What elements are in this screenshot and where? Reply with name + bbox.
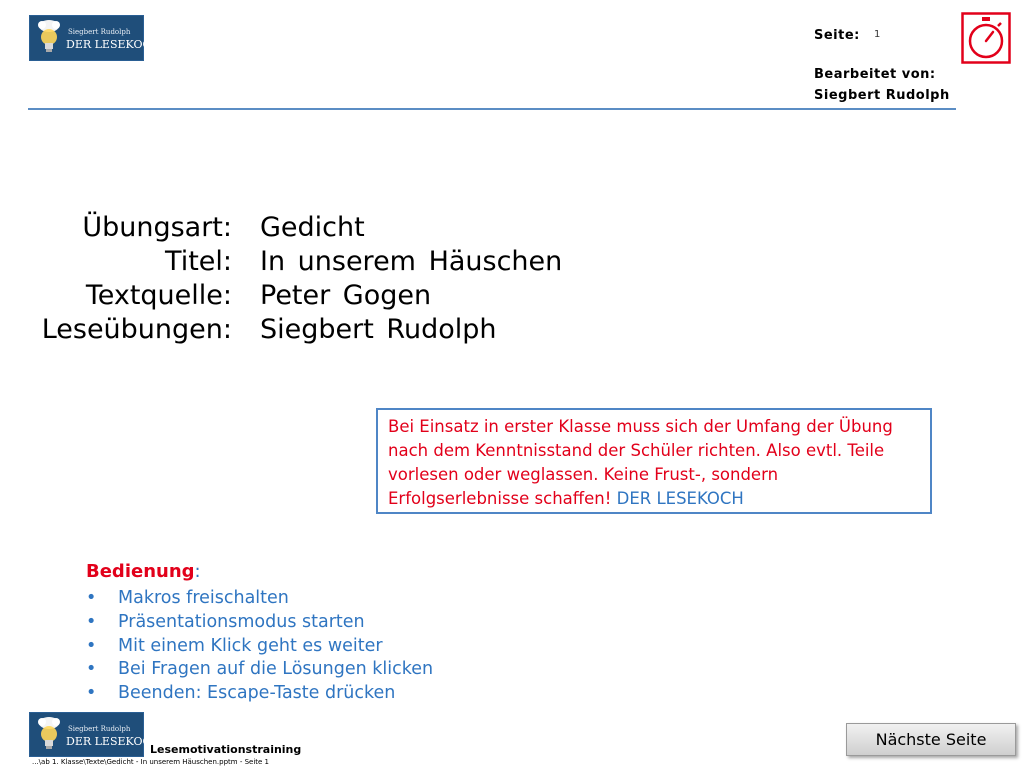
operation-title-colon: :	[194, 561, 201, 582]
operation-item-text: Mit einem Klick geht es weiter	[118, 635, 383, 656]
bullet: •	[86, 659, 97, 680]
teacher-note-box	[376, 408, 932, 514]
next-page-button[interactable]: Nächste Seite	[846, 723, 1016, 756]
title-value: In unserem Häuschen	[260, 246, 563, 277]
bullet: •	[86, 635, 97, 656]
operation-title	[86, 561, 201, 582]
text-source-label: Textquelle:	[85, 280, 232, 311]
header-divider	[28, 108, 956, 110]
edited-by-label: Bearbeitet von:	[814, 67, 936, 82]
page-label: Seite:	[814, 28, 860, 43]
bullet: •	[86, 611, 97, 632]
operation-list	[86, 587, 433, 706]
text-source-value: Peter Gogen	[260, 280, 432, 311]
bullet: •	[86, 683, 97, 704]
footer-title: Lesemotivationstraining	[150, 743, 302, 756]
reading-exercises-label: Leseübungen:	[41, 314, 232, 345]
lightbulb-chef-icon	[36, 19, 62, 53]
logo-name: Siegbert Rudolph	[68, 28, 131, 36]
footer-logo-name: Siegbert Rudolph	[68, 725, 131, 733]
operation-item	[86, 682, 433, 706]
operation-item	[86, 587, 433, 611]
operation-item-text: Präsentationsmodus starten	[118, 611, 365, 632]
bullet: •	[86, 588, 97, 608]
teacher-note-brand: DER LESEKOCH	[616, 489, 744, 508]
logo-brand: DER LESEKOCH	[66, 38, 161, 51]
reading-exercises-value: Siegbert Rudolph	[260, 314, 497, 345]
exercise-type-label: Übungsart:	[82, 212, 232, 243]
footer-logo-brand: DER LESEKOCH	[66, 735, 161, 748]
exercise-type-value: Gedicht	[260, 212, 365, 243]
page-number: 1	[874, 29, 881, 40]
operation-title-text: Bedienung	[86, 561, 195, 582]
operation-item-text: Bei Fragen auf die Lösungen klicken	[118, 659, 434, 680]
operation-item	[86, 611, 433, 635]
footer-file-path: ...\ab 1. Klasse\Texte\Gedicht - In unserem Häuschen.pptm - Seite 1	[32, 758, 269, 766]
edited-by-name: Siegbert Rudolph	[814, 88, 950, 103]
teacher-note-text: Bei Einsatz in erster Klasse muss sich der Umfang der Übung nach dem Kenntnisstand der Schüler richten. Also evtl. Teile vorlesen oder weglassen. Keine Frust-, sondern Erfolgserlebnisse schaffen!	[388, 417, 893, 508]
operation-item-text: Makros freischalten	[118, 588, 289, 608]
operation-item	[86, 658, 433, 682]
operation-item-text: Beenden: Escape-Taste drücken	[118, 683, 396, 704]
stopwatch-icon	[961, 12, 1011, 64]
title-label: Titel:	[165, 246, 232, 277]
operation-item	[86, 635, 433, 659]
footer-lesekoch-logo	[29, 712, 161, 757]
lesekoch-logo	[29, 15, 161, 61]
lightbulb-chef-icon	[36, 716, 62, 750]
stopwatch-button[interactable]	[961, 12, 1011, 64]
